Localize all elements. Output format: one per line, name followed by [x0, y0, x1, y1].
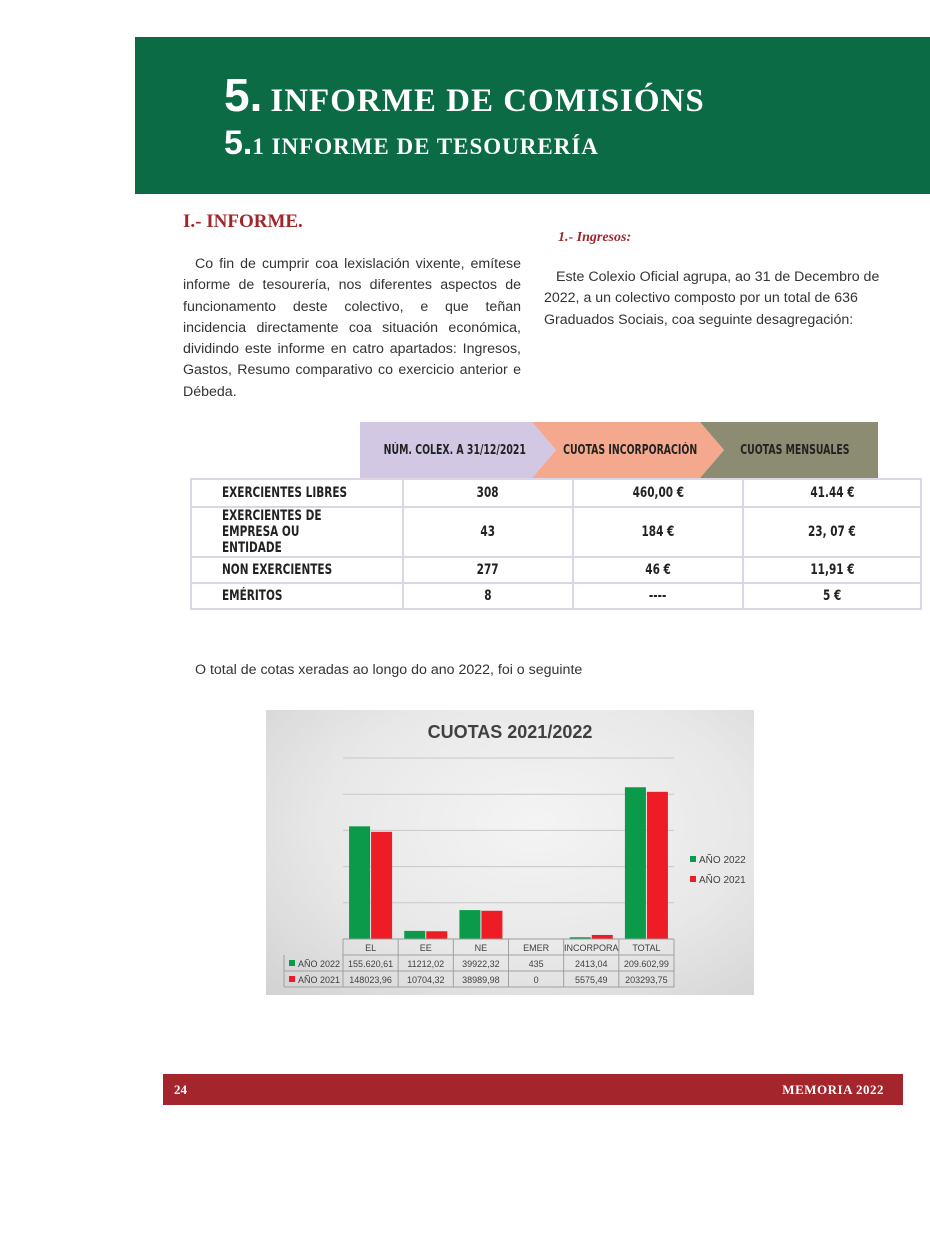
- chart-bar-2021: [481, 911, 502, 939]
- chart-bar-2021: [371, 832, 392, 939]
- chart-bar-2021: [592, 935, 613, 939]
- chart-svg: [266, 710, 754, 995]
- chart-data-label: 39922,32: [462, 959, 500, 969]
- chart-data-label: 0: [533, 975, 539, 985]
- cell-incorporation: 184 €: [573, 507, 743, 557]
- chart-legend-key: [690, 876, 696, 882]
- row-label: EXERCIENTES LIBRES: [191, 479, 403, 507]
- publication-title: MEMORIA 2022: [782, 1082, 884, 1097]
- chart-data-label: 203293,75: [625, 975, 668, 985]
- cell-monthly: 23, 07 €: [743, 507, 921, 557]
- chart-bar-2021: [647, 792, 668, 939]
- ingresos-heading: 1.- Ingresos:: [558, 230, 632, 245]
- header-colex: NÚM. COLEX. A 31/12/2021: [383, 442, 527, 458]
- chart-category-label: EL: [365, 943, 377, 953]
- chart-data-label: 5575,49: [574, 975, 608, 985]
- row-label: EMÉRITOS: [191, 583, 403, 609]
- subsection-title: [224, 124, 599, 163]
- chart-legend-label: AÑO 2021: [699, 875, 746, 886]
- chart-category-label: EMER: [523, 943, 550, 953]
- section-number: 5.: [224, 69, 263, 121]
- table-row: [191, 583, 921, 609]
- chart-category-label: TOTAL: [632, 943, 661, 953]
- row-label: EXERCIENTES DE EMPRESA OU ENTIDADE: [191, 507, 403, 557]
- cell-monthly: 41.44 €: [743, 479, 921, 507]
- chart-bar-2022: [349, 826, 370, 939]
- row-label: NON EXERCIENTES: [191, 557, 403, 583]
- section-title: [224, 68, 705, 122]
- section-title-text: INFORME DE COMISIÓNS: [270, 83, 705, 119]
- chart-bar-2022: [404, 931, 425, 939]
- table-row: [191, 557, 921, 583]
- cell-monthly: 11,91 €: [743, 557, 921, 583]
- chart-bar-2022: [625, 787, 646, 939]
- table-row: [191, 507, 921, 557]
- chart-category-label: NE: [474, 943, 488, 953]
- cell-incorporation: 46 €: [573, 557, 743, 583]
- chart-data-label: 209.602,99: [623, 959, 669, 969]
- chart-bar-2021: [426, 931, 447, 939]
- chart-data-label: 435: [528, 959, 544, 969]
- cell-incorporation: 460,00 €: [573, 479, 743, 507]
- page-footer: [163, 1074, 903, 1105]
- cell-incorporation: ----: [573, 583, 743, 609]
- chart-caption: O total de cotas xeradas ao longo do ano 2022, foi o seguinte: [195, 662, 583, 678]
- chart-data-label: 2413,04: [574, 959, 608, 969]
- table-row: [191, 479, 921, 507]
- header-incorporation: CUOTAS INCORPORACIÓN: [562, 442, 698, 458]
- chart-table-series-label: AÑO 2022: [298, 959, 341, 969]
- chart-table-series-label: AÑO 2021: [298, 975, 341, 985]
- cell-count: 308: [403, 479, 573, 507]
- informe-heading: I.- INFORME.: [183, 211, 303, 232]
- cell-count: 43: [403, 507, 573, 557]
- chart-bar-2022: [459, 910, 480, 939]
- chart-legend-label: AÑO 2022: [699, 855, 746, 866]
- fees-table: [190, 478, 922, 610]
- cell-count: 8: [403, 583, 573, 609]
- chart-category-label: EE: [419, 943, 432, 953]
- page-number: 24: [174, 1082, 187, 1097]
- chart-table-legend-key: [289, 960, 295, 966]
- chart-category-label: INCORPORA: [563, 943, 619, 953]
- header-monthly: CUOTAS MENSUALES: [740, 442, 850, 458]
- subsection-number: 5.: [224, 124, 253, 162]
- chart-table-legend-key: [289, 976, 295, 982]
- cell-count: 277: [403, 557, 573, 583]
- subsection-title-text: 1 INFORME DE TESOURERÍA: [252, 134, 599, 159]
- quotas-chart: [266, 710, 754, 995]
- intro-paragraph: Co fin de cumprir coa lexislación vixente, emítese informe de tesourería, nos diferentes aspectos de funcionamento deste colectivo, e que teñan incidencia directamente coa situación económica, dividindo este informe en catro apartados: Ingresos, Gastos, Resumo comparativo co exercicio anterior e Débeda.: [183, 256, 521, 400]
- chart-legend-key: [690, 856, 696, 862]
- ingresos-paragraph: Este Colexio Oficial agrupa, ao 31 de Decembro de 2022, a un colectivo composto por un total de 636 Graduados Sociais, coa seguinte desagregación:: [544, 269, 880, 328]
- cell-monthly: 5 €: [743, 583, 921, 609]
- chart-data-label: 11212,02: [407, 959, 445, 969]
- chart-data-label: 10704,32: [406, 975, 445, 985]
- chart-data-label: 148023,96: [349, 975, 392, 985]
- chart-data-label: 155.620,61: [348, 959, 394, 969]
- chart-data-label: 38989,98: [462, 975, 500, 985]
- chart-title: CUOTAS 2021/2022: [427, 722, 593, 742]
